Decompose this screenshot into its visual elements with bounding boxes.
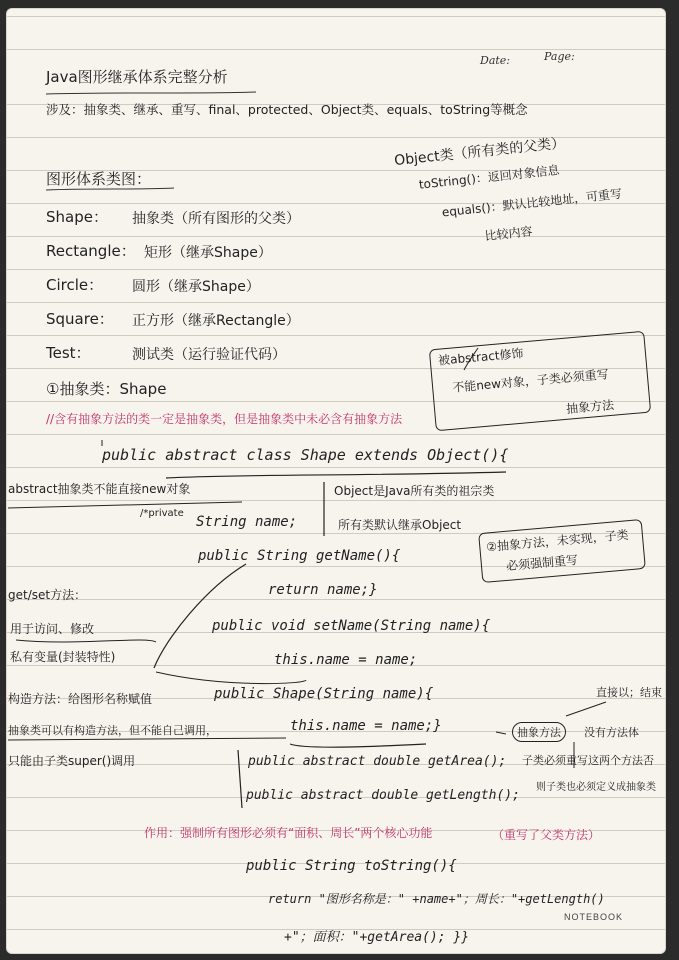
note-object-default: 所有类默认继承Object [338,518,462,532]
code-abstract-area: public abstract double getArea(); [248,754,507,769]
note-get-set-desc: 用于访问、修改 [10,622,95,636]
code-getter: public String getName(){ [198,548,401,564]
code-setter: public void setName(String name){ [212,618,491,634]
code-class-decl: public abstract class Shape extends Object(){ [102,446,509,464]
class-name: Shape： [46,208,108,226]
class-desc: 正方形（继承Rectangle） [132,313,300,329]
note-ctor: 只能由子类super()调用 [8,754,136,768]
object-note-line: Object类（所有类的父类） [393,135,566,170]
object-note-line: equals()：默认比较地址，可重写 [441,186,623,220]
note-subclass-must: 子类必须重写这两个方法否 [522,754,654,767]
code-ctor-body: this.name = name;} [290,718,442,734]
code-abstract-length: public abstract double getLength(); [246,788,520,803]
note-abstract-no-new: abstract抽象类不能直接new对象 [8,482,191,496]
note-overwrite: （重写了父类方法） [492,828,601,842]
note-ctor: 抽象类可以有构造方法，但不能自己调用， [8,724,217,737]
notebook-page [6,8,666,954]
date-label: Date: [480,54,511,67]
page-title: Java图形继承体系完整分析 [46,68,228,86]
code-ctor: public Shape(String name){ [214,686,434,702]
class-name: Square： [46,310,114,328]
code-tostring-end: +"；面积："+getArea(); }} [284,930,470,945]
abstract-method-note: ②抽象方法，未实现，子类 [485,527,630,555]
abstract-box-line: 被abstract修饰 [437,346,525,368]
note-ctor: 构造方法：给图形名称赋值 [8,692,153,706]
class-name: Circle： [46,276,104,294]
class-name: Rectangle： [46,242,136,260]
object-note-line: toString()：返回对象信息 [418,163,561,192]
class-desc: 测试类（运行验证代码） [132,347,286,363]
abstract-box-line: 抽象方法 [565,397,615,417]
page-label: Page: [544,50,575,63]
abstract-rule: //含有抽象方法的类一定是抽象类，但是抽象类中未必含有抽象方法 [46,412,403,426]
class-desc: 抽象类（所有图形的父类） [132,211,300,227]
code-field: String name; [196,514,298,530]
section-title: 图形体系类图： [46,170,152,188]
note-get-set-desc: 私有变量(封装特性) [10,650,116,664]
note-direct-end: 直接以；结束 [596,686,662,699]
note-purpose: 作用：强制所有图形必须有“面积、周长”两个核心功能 [144,826,433,840]
abstract-method-note: 必须强制重写 [505,552,579,574]
code-tostring: public String toString(){ [246,858,457,874]
note-else-abstract: 则子类也必须定义成抽象类 [536,782,656,793]
abstract-box-line: 不能new对象，子类必须重写 [451,367,610,395]
class-desc: 圆形（继承Shape） [132,279,260,295]
note-private: /*private [140,508,184,519]
note-no-body: 没有方法体 [584,726,639,739]
notebook-brand: NOTEBOOK [564,912,624,922]
object-note-line: 比较内容 [483,224,534,244]
note-get-set-title: get/set方法： [8,588,87,602]
class-name: Test： [46,344,91,362]
subtitle: 涉及：抽象类、继承、重写、final、protected、Object类、equals、toString等概念 [46,102,528,117]
note-object-root: Object是Java所有类的祖宗类 [334,484,495,498]
class-desc: 矩形（继承Shape） [144,245,272,261]
code-setter-body: this.name = name; [274,652,418,668]
annotation-lines [6,8,666,954]
section-abstract-class: ①抽象类：Shape [46,380,167,398]
note-abstract-method-tag: 抽象方法 [512,722,566,742]
code-tostring-body: return "图形名称是：" +name+"；周长："+getLength() [268,892,605,906]
code-getter-body: return name;} [268,582,378,598]
